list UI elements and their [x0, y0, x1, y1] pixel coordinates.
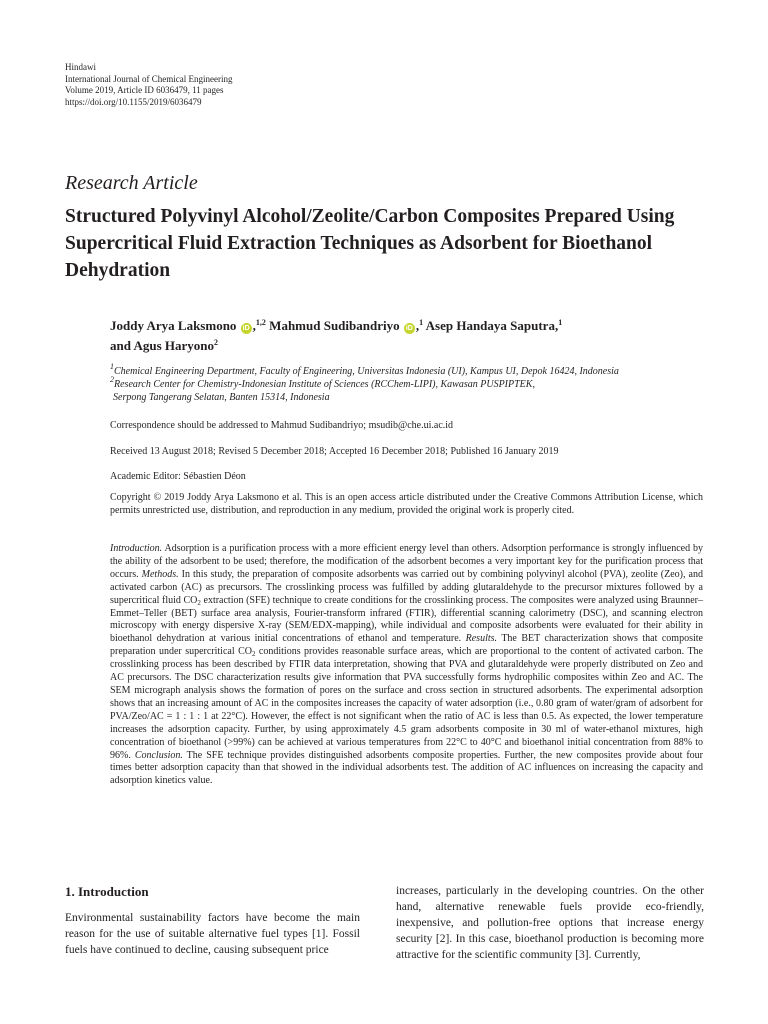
author-affil-sup: 1	[419, 318, 424, 327]
abstract-results-cont: conditions provides reasonable surface areas, which are proportional to the content of activated carbon. The crosslinking process has been described by FTIR data interpretation, showing that PVA and glutaraldehyde were properly distributed on Zeo and AC precursors. The DSC characterization results give information that PVA successfully forms hydrophilic composites within Zeo and AC. The SEM micrograph analysis shows the formation of pores on the surface and cross section in structured adsorbents. The experimental adsorption shows that an increasing amount of AC in the composites increases the capacity of water adsorption (i.e., 0.80 gram of water/gram of adsorbent for PVA/Zeo/AC = 1 : 1 : 1 at 22°C). However, the effect is not significant when the ratio of AC is less than 0.5. As expected, the lower temperature increases the adsorption capacity. Further, by using approximately 4.5 gram adsorbents composite in 30 ml of water-ethanol mixtures, high concentration of bioethanol (>99%) can be achieved at various temperatures from 22°C to 40°C and bioethanol initial concentration from 88% to 96%.	[110, 646, 703, 761]
author-name: and Agus Haryono	[110, 338, 215, 353]
body-text-right: increases, particularly in the developing countries. On the other hand, alternative renewable fuels provide eco-friendly, inexpensive, and pollution-free options that increase energy security [2]. In this case, bioethanol production is becoming more attractive for the scientific community [3]. Currently,	[396, 885, 704, 961]
paper-title: Structured Polyvinyl Alcohol/Zeolite/Carbon Composites Prepared Using Supercritical Fluid Extraction Techniques as Adsorbent for Bioethanol Dehydration	[65, 206, 675, 281]
abstract-methods: In this study, the preparation of composite adsorbents was carried out by combining polyvinyl alcohol (PVA), zeolite (Zeo), and activated carbon (AC) as precursors. The crosslinking process was fulfilled by adding glutaraldehyde to the precursor mixtures followed by a supercritical fluid CO	[110, 568, 703, 606]
abstract-results: The BET characterization shows that composite preparation under supercritical CO	[110, 633, 703, 658]
journal-header	[65, 62, 232, 108]
journal-name: International Journal of Chemical Engineering	[65, 73, 233, 84]
abstract	[110, 543, 703, 788]
article-type: Research Article	[65, 172, 198, 194]
author-list: Joddy Arya Laksmono iD ,$^{1,2}$ Mahmud Sudibandriyo iD ,$^1$ Asep Handaya Saputra,$^1$ and Agus Haryono$^2$	[110, 318, 563, 353]
subscript: 2	[251, 650, 256, 659]
author-affil-sup: 1	[558, 318, 563, 327]
abstract-intro: Adsorption is a purification process with a more efficient energy level than others. Adsorption performance is strongly influenced by the ability of the adsorbent to be used; therefore, the modification of the adsorbent becomes a very important key for the purification process that occurs.	[110, 543, 703, 580]
academic-editor: Academic Editor: Sébastien Déon	[110, 471, 246, 482]
copyright-notice: Copyright © 2019 Joddy Arya Laksmono et al. This is an open access article distributed under the Creative Commons Attribution License, which permits unrestricted use, distribution, and reproduction in any medium, provided the original work is properly cited.	[110, 492, 703, 516]
orcid-icon[interactable]: iD	[405, 325, 413, 332]
author-affil-sup: 1,2	[255, 318, 266, 327]
author-name: Mahmud Sudibandriyo	[269, 318, 400, 333]
publication-dates: Received 13 August 2018; Revised 5 December 2018; Accepted 16 December 2018; Published 16 January 2019	[110, 446, 559, 457]
affil-sup: 1	[110, 362, 114, 371]
doi-link[interactable]: https://doi.org/10.1155/2019/6036479	[65, 96, 202, 107]
subscript: 2	[197, 598, 201, 607]
abstract-methods-cont: extraction (SFE) technique to create conditions for the crosslinking process. The composites were analyzed using Braunner–Emmet–Teller (BET) surface area analysis, Fourier-transform infrared (FTIR), differential scanning calorimetry (DSC), and scanning electron microscopy with energy dispersive X-ray (SEM/EDX-mapping), while individual and composite adsorbents were evaluated for their ability in bioethanol dehydration at various initial concentrations of ethanol and temperature.	[110, 594, 703, 645]
author-affil-sup: 2	[214, 338, 219, 347]
section-heading: 1. Introduction	[65, 884, 149, 899]
affil-sup: 2	[110, 375, 114, 384]
affiliations	[110, 362, 710, 404]
abstract-conclusion: The SFE technique provides distinguished adsorbents composite properties. Further, the new composites provide about four times better adsorption capacity than that showed in the individual adsorbents test. The addition of AC influences on increasing the capacity and adsorption kinetics value.	[110, 749, 703, 787]
abstract-methods-label: Methods.	[141, 568, 179, 580]
affiliation-1: Chemical Engineering Department, Faculty of Engineering, Universitas Indonesia (UI), Kampus UI, Depok 16424, Indonesia	[114, 366, 619, 377]
author-name: Asep Handaya Saputra,	[425, 318, 559, 333]
volume-info: Volume 2019, Article ID 6036479, 11 pages	[65, 85, 224, 95]
author-name: Joddy Arya Laksmono	[110, 318, 237, 333]
abstract-conclusion-label: Conclusion.	[134, 749, 183, 761]
orcid-icon[interactable]: iD	[242, 325, 250, 332]
affiliation-2: Research Center for Chemistry-Indonesian Institute of Sciences (RCChem-LIPI), Kawasan PUSPIPTEK,	[114, 379, 535, 390]
publisher-name: Hindawi	[65, 62, 96, 72]
abstract-results-label: Results.	[465, 633, 498, 645]
abstract-intro-label: Introduction.	[110, 543, 163, 554]
body-text-left: Environmental sustainability factors have become the main reason for the use of suitable alternative fuel types [1]. Fossil fuels have continued to decline, causing subsequent price	[65, 912, 360, 956]
correspondence: Correspondence should be addressed to Mahmud Sudibandriyo; msudib@che.ui.ac.id	[110, 420, 454, 431]
affiliation-2-cont: Serpong Tangerang Selatan, Banten 15314, Indonesia	[113, 392, 330, 403]
